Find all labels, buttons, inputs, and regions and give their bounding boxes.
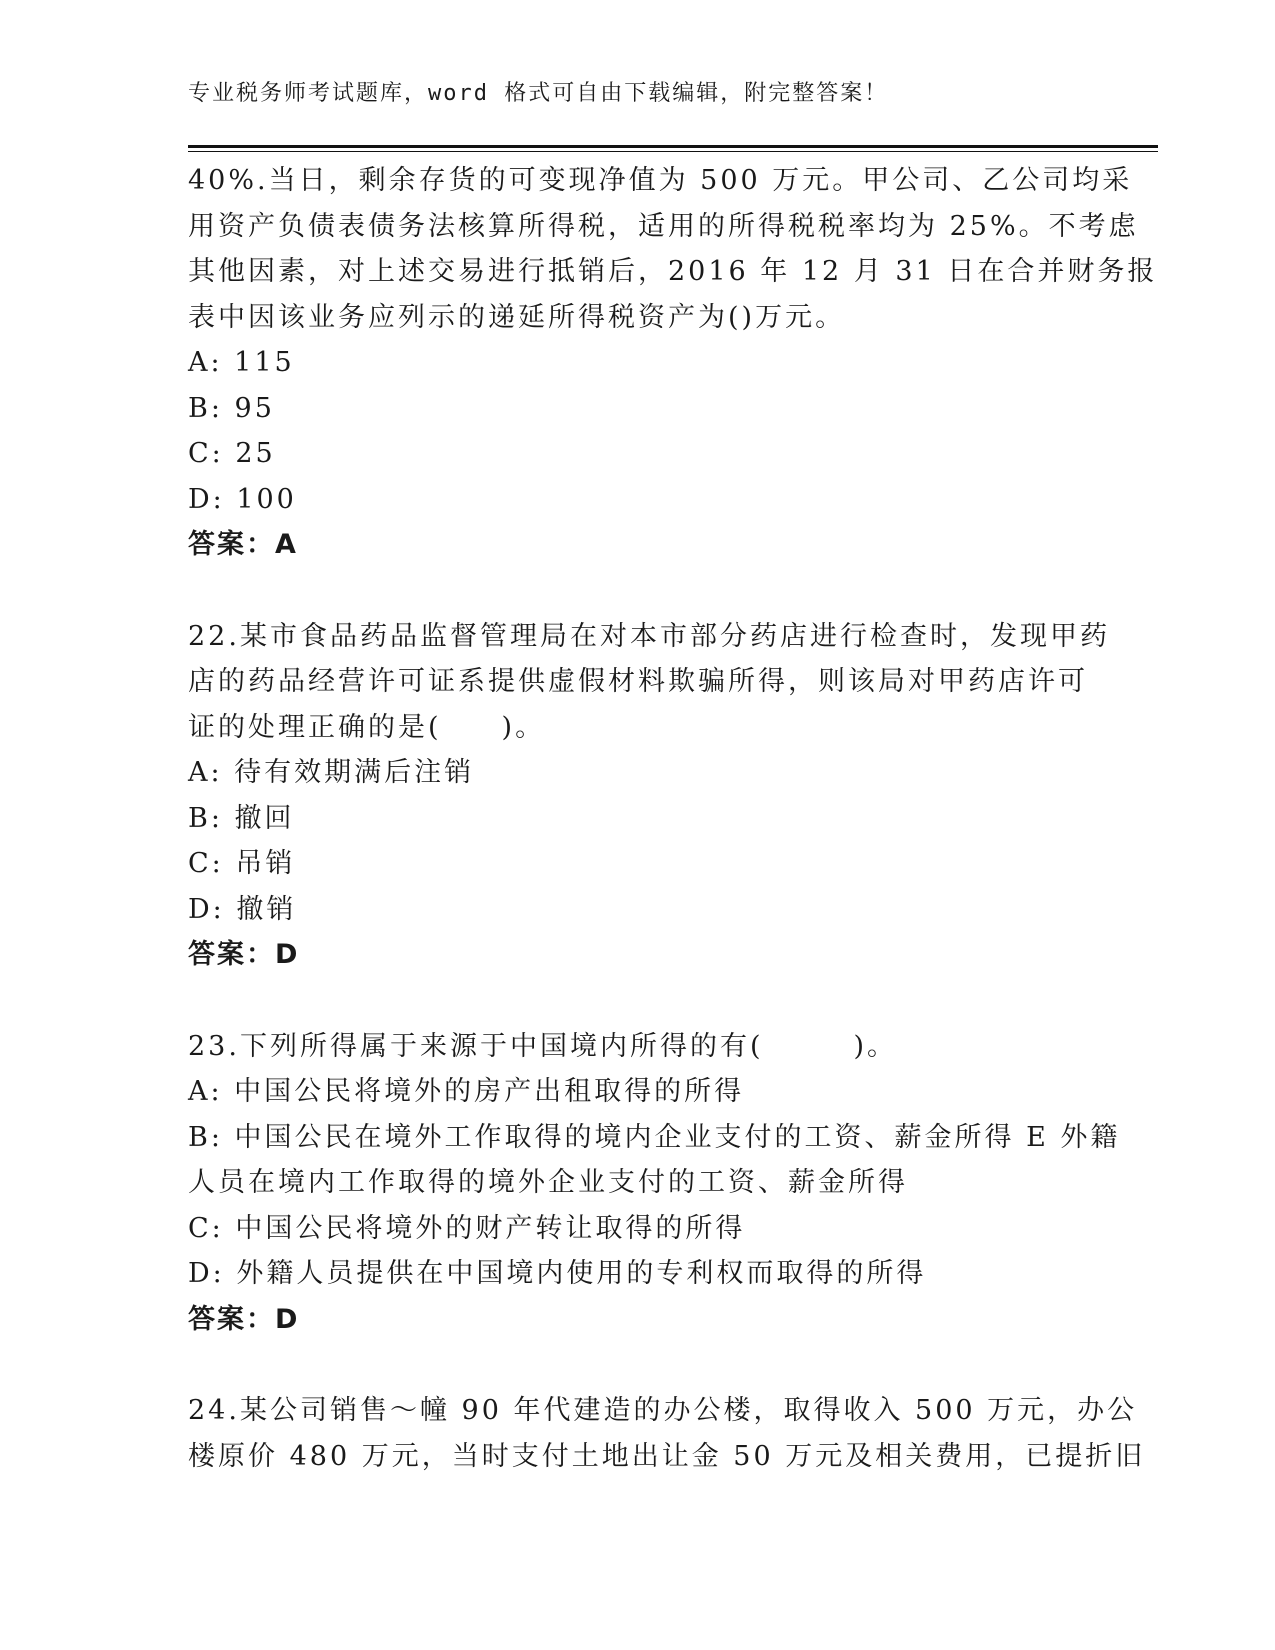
option-d: D: 外籍人员提供在中国境内使用的专利权而取得的所得 xyxy=(188,1258,927,1289)
question-text-line: 店的药品经营许可证系提供虚假材料欺骗所得，则该局对甲药店许可 xyxy=(188,666,1088,697)
header-divider-thin xyxy=(188,151,1158,152)
question-text-line: 用资产负债表债务法核算所得税，适用的所得税税率均为 25%。不考虑 xyxy=(188,210,1139,242)
option-b: B: 撤回 xyxy=(188,802,295,834)
question-text-line: 23.下列所得属于来源于中国境内所得的有( )。 xyxy=(188,1030,898,1062)
option-c: C: 中国公民将境外的财产转让取得的所得 xyxy=(188,1212,746,1244)
spacer xyxy=(188,568,1088,614)
header-divider-thick xyxy=(188,145,1158,148)
option-d: D: 100 xyxy=(188,483,297,515)
question-text-line: 40%.当日，剩余存货的可变现净值为 500 万元。甲公司、乙公司均采 xyxy=(188,165,1133,196)
question-text-line: 24.某公司销售～幢 90 年代建造的办公楼，取得收入 500 万元，办公 xyxy=(188,1395,1138,1426)
question-text-line: 其他因素，对上述交易进行抵销后，2016 年 12 月 31 日在合并财务报 xyxy=(188,256,1158,287)
question-text-line: 楼原价 480 万元，当时支付土地出让金 50 万元及相关费用，已提折旧 xyxy=(188,1440,1146,1472)
document-body xyxy=(188,158,1158,1479)
option-c: C: 25 xyxy=(188,438,276,469)
answer-line: 答案：A xyxy=(188,529,298,560)
page-header: 专业税务师考试题库，word 格式可自由下载编辑，附完整答案！ xyxy=(188,81,889,106)
option-a: A: 待有效期满后注销 xyxy=(188,757,475,788)
question-text-line: 证的处理正确的是( )。 xyxy=(188,711,546,743)
question-23 xyxy=(188,1024,1121,1343)
spacer xyxy=(188,1342,1088,1388)
spacer xyxy=(188,978,1088,1024)
answer-line: 答案：D xyxy=(188,939,300,970)
option-d: D: 撤销 xyxy=(188,893,297,925)
question-24 xyxy=(188,1388,1146,1479)
question-text-line: 表中因该业务应列示的递延所得税资产为()万元。 xyxy=(188,301,846,333)
option-b-continued: 人员在境内工作取得的境外企业支付的工资、薪金所得 xyxy=(188,1167,908,1198)
option-a: A: 115 xyxy=(188,347,295,378)
option-a: A: 中国公民将境外的房产出租取得的所得 xyxy=(188,1076,745,1107)
question-text-line: 22.某市食品药品监督管理局在对本市部分药店进行检查时，发现甲药 xyxy=(188,620,1110,652)
question-22 xyxy=(188,614,1110,978)
option-b: B: 95 xyxy=(188,392,275,424)
option-b: B: 中国公民在境外工作取得的境内企业支付的工资、薪金所得 E 外籍 xyxy=(188,1121,1121,1153)
question-21-tail xyxy=(188,158,1158,568)
answer-line: 答案：D xyxy=(188,1303,300,1335)
option-c: C: 吊销 xyxy=(188,848,296,879)
